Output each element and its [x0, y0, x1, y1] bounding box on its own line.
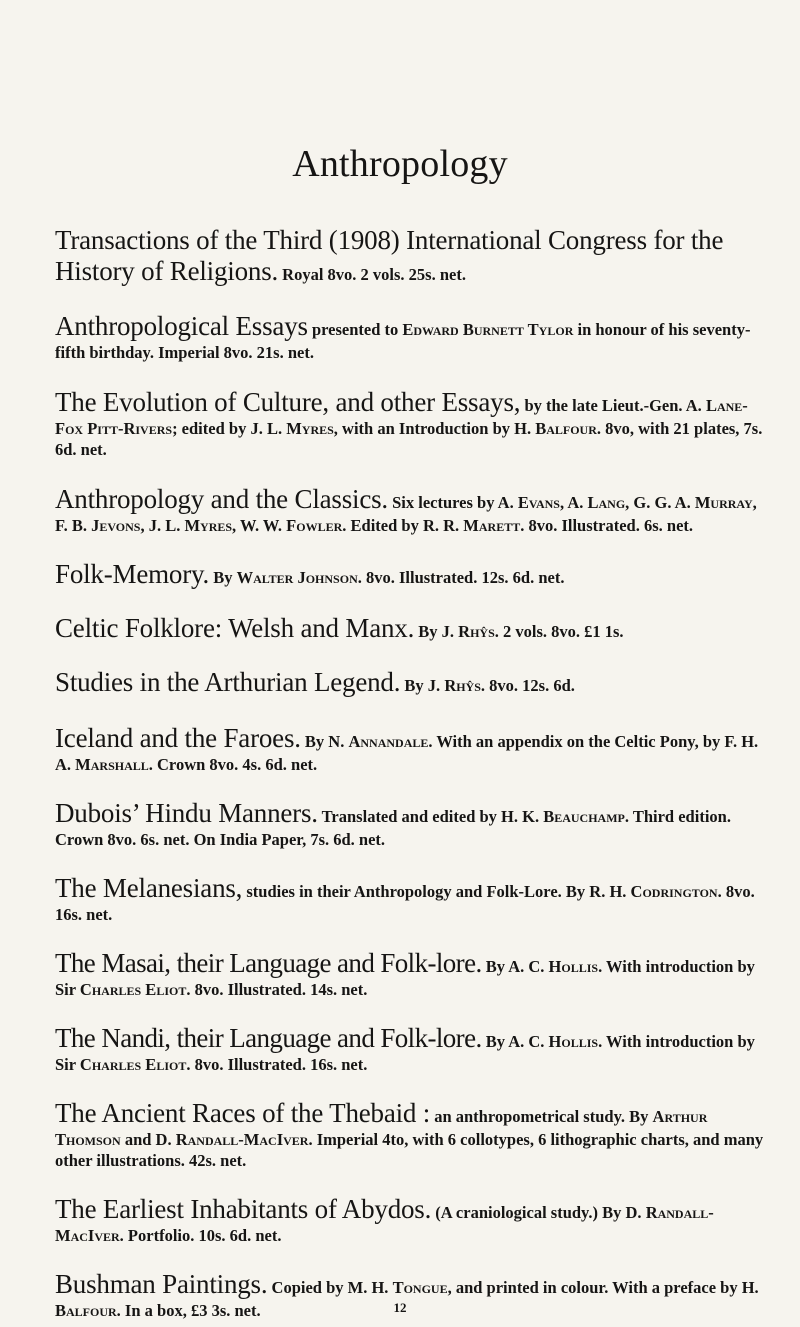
entry-name: Randall-MacIver [175, 1130, 309, 1149]
entry-title: Iceland and the Faroes. [55, 723, 301, 753]
entry-name: Marett [463, 516, 521, 535]
entry-title: Folk-Memory. [55, 559, 210, 589]
entry-title: Studies in the Arthurian Legend. [55, 667, 401, 697]
catalogue-entry [55, 225, 770, 287]
entry-detail: Translated and edited by H. K. [321, 807, 544, 826]
entry-detail: Copied by M. H. [271, 1278, 393, 1297]
entry-detail: . 8vo. Illustrated. 14s. net. [186, 980, 368, 999]
entry-detail: , and printed in colour. With a preface by H. [447, 1278, 759, 1297]
entry-detail: , W. W. [232, 516, 287, 535]
entry-name: Tongue [392, 1278, 448, 1297]
entry-detail: By A. C. [485, 957, 549, 976]
entry-name: Walter Johnson [236, 568, 358, 587]
catalogue-entry [55, 1194, 770, 1246]
entry-name: Codrington [630, 882, 718, 901]
entry-name: Charles Eliot [79, 980, 187, 999]
entry-detail: Royal 8vo. 2 vols. 25s. net. [282, 265, 466, 284]
entry-title: The Nandi, their Language and Folk-lore. [55, 1023, 482, 1053]
catalogue-entry [55, 311, 770, 363]
entry-detail: By [213, 568, 237, 587]
entry-detail: . With an appendix on the Celtic Pony, by F. H. A. [55, 732, 759, 774]
entry-detail: By A. C. [485, 1032, 549, 1051]
catalogue-entry [55, 948, 770, 1000]
entry-detail: . Imperial 4to, with 6 collotypes, 6 lithographic charts, and many other illustrations. 42s. net. [55, 1130, 764, 1170]
catalogue-entry [55, 484, 770, 536]
entry-name: Arthur Thomson [55, 1107, 708, 1149]
entry-detail: studies in their Anthropology and Folk-Lore. By R. H. [246, 882, 631, 901]
entry-title: Celtic Folklore: Welsh and Manx. [55, 613, 415, 643]
entry-detail: . 8vo. Illustrated. 6s. net. [520, 516, 694, 535]
entry-detail: . 8vo. Illustrated. 16s. net. [186, 1055, 368, 1074]
entry-detail: . 8vo. Illustrated. 12s. 6d. net. [357, 568, 565, 587]
entry-detail: presented to [311, 320, 403, 339]
entry-detail: Six lectures by A. [392, 493, 518, 512]
entry-detail: By J. [404, 676, 445, 695]
entry-name: Edward Burnett Tylor [402, 320, 574, 339]
entry-name: Balfour [55, 1301, 117, 1320]
entry-name: Lane-Fox Pitt-Rivers [55, 396, 748, 438]
page-number: 12 [393, 1300, 407, 1315]
entry-name: Rhŷs [458, 622, 495, 641]
catalogue-entry [55, 1023, 770, 1075]
entry-list [55, 225, 770, 1321]
catalogue-entry [55, 1098, 770, 1171]
entry-detail: . 8vo. 16s. net. [55, 882, 755, 924]
entry-detail: an anthropometrical study. By [434, 1107, 653, 1126]
entry-name: Rhŷs [444, 676, 481, 695]
entry-title: The Masai, their Language and Folk-lore. [55, 948, 482, 978]
entry-name: Balfour [535, 419, 597, 438]
entry-title: Dubois’ Hindu Manners. [55, 798, 318, 828]
entry-name: Fowler [286, 516, 343, 535]
entry-name: Hollis [548, 957, 599, 976]
catalogue-entry [55, 613, 770, 644]
catalogue-entry [55, 723, 770, 775]
entry-detail: , A. [559, 493, 588, 512]
entry-detail: . Third edition. Crown 8vo. 6s. net. On India Paper, 7s. 6d. net. [55, 807, 731, 849]
entry-name: Hollis [548, 1032, 599, 1051]
entry-detail: . 2 vols. 8vo. £1 1s. [494, 622, 624, 641]
entry-detail: . In a box, £3 3s. net. [116, 1301, 261, 1320]
entry-detail: , J. L. [140, 516, 185, 535]
entry-title: The Earliest Inhabitants of Abydos. [55, 1194, 432, 1224]
catalogue-entry [55, 873, 770, 925]
entry-detail: By N. [304, 732, 349, 751]
entry-detail: . Edited by R. R. [342, 516, 464, 535]
entry-detail: . 8vo, with 21 plates, 7s. 6d. net. [55, 419, 763, 459]
entry-detail: by the late Lieut.-Gen. A. [524, 396, 706, 415]
entry-detail: in honour of his seventy-fifth birthday. Imperial 8vo. 21s. net. [55, 320, 751, 362]
entry-detail: (A craniological study.) By D. [435, 1203, 646, 1222]
entry-title: The Ancient Races of the Thebaid : [55, 1098, 431, 1128]
entry-title: The Melanesians, [55, 873, 243, 903]
entry-title: The Evolution of Culture, and other Essays, [55, 387, 521, 417]
catalogue-entry [55, 387, 770, 460]
entry-name: Charles Eliot [79, 1055, 187, 1074]
catalogue-entry [55, 559, 770, 590]
catalogue-entry [55, 798, 770, 850]
catalogue-entry [55, 667, 770, 698]
entry-title: Bushman Paintings. [55, 1269, 268, 1299]
entry-detail: . Crown 8vo. 4s. 6d. net. [148, 755, 318, 774]
entry-name: Jevons [91, 516, 141, 535]
entry-detail: . Portfolio. 10s. 6d. net. [119, 1226, 282, 1245]
entry-detail: . With introduction by Sir [55, 1032, 755, 1074]
entry-detail: . With introduction by Sir [55, 957, 755, 999]
entry-name: Annandale [348, 732, 429, 751]
entry-name: Lang [587, 493, 626, 512]
entry-name: Myres [184, 516, 233, 535]
page-heading: Anthropology [292, 143, 508, 185]
entry-name: Evans [517, 493, 560, 512]
entry-name: Myres [286, 419, 334, 438]
entry-name: Beauchamp [543, 807, 625, 826]
entry-detail: and D. [120, 1130, 176, 1149]
entry-detail: , with an Introduction by H. [333, 419, 536, 438]
entry-detail: . 8vo. 12s. 6d. [480, 676, 575, 695]
entry-name: Murray [694, 493, 753, 512]
entry-title: Transactions of the Third (1908) International Congress for the History of Religions. [55, 225, 724, 286]
entry-title: Anthropological Essays [55, 311, 308, 341]
entry-title: Anthropology and the Classics. [55, 484, 388, 514]
entry-detail: ; edited by J. L. [172, 419, 287, 438]
entry-detail: By J. [418, 622, 459, 641]
entry-detail: , G. G. A. [625, 493, 695, 512]
entry-name: Randall-MacIver [55, 1203, 714, 1245]
entry-name: Marshall [75, 755, 149, 774]
entry-detail: , F. B. [55, 493, 757, 535]
